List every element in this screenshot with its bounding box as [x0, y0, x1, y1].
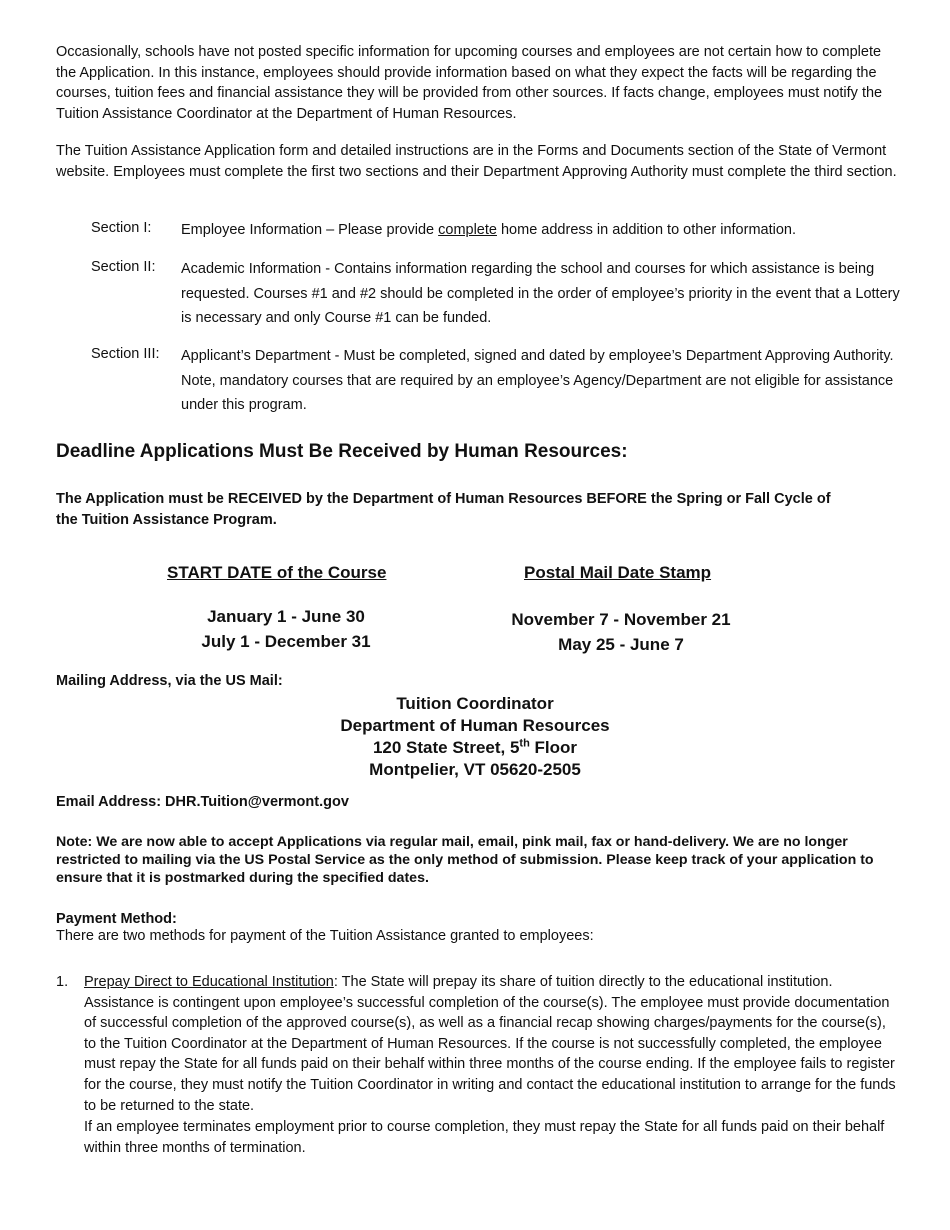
- section-3-label: Section III:: [91, 346, 160, 362]
- item-1-body: [84, 972, 898, 1116]
- postal-date-header: Postal Mail Date Stamp: [524, 563, 712, 582]
- email-address: Email Address: DHR.Tuition@vermont.gov: [56, 794, 349, 810]
- section-1-text: [181, 218, 903, 243]
- deadline-text: The Application must be RECEIVED by the Department of Human Resources BEFORE the Spring or Fall Cycle of the Tuition Assistance Program.: [56, 491, 831, 528]
- section-1-text-after: home address in addition to other information.: [496, 222, 797, 238]
- mailing-address: [256, 693, 694, 781]
- address-line-3-end: Floor: [529, 738, 578, 757]
- section-1-text-before: Employee Information – Please provide: [181, 222, 439, 238]
- address-line-1: Tuition Coordinator: [396, 694, 554, 713]
- intro-paragraph-2: The Tuition Assistance Application form and detailed instructions are in the Forms and Documents section of the State of Vermont website. Employees must complete the first two sections and their Department Approving Authority must complete the third section.: [56, 143, 897, 180]
- submission-note: Note: We are now able to accept Applications via regular mail, email, pink mail, fax or hand-delivery. We are no longer restricted to mailing via the US Postal Service as the only method of submission. Please keep track of your application to ensure that it is postmarked during the specified dates.: [56, 834, 874, 886]
- start-date-row: January 1 - June 30: [207, 607, 365, 626]
- section-2-label: Section II:: [91, 259, 156, 275]
- mailing-address-label: Mailing Address, via the US Mail:: [56, 673, 283, 689]
- section-2-text: Academic Information - Contains information regarding the school and courses for which assistance is being requested. Courses #1 and #2 should be completed in the order of employee’s priority in the event that a Lottery is necessary and only Course #1 can be funded.: [181, 261, 900, 327]
- address-line-2: Department of Human Resources: [340, 716, 610, 735]
- start-dates: [156, 604, 416, 654]
- start-date-header: START DATE of the Course: [167, 563, 387, 582]
- address-line-3-sup: th: [519, 737, 530, 750]
- item-number: 1.: [56, 974, 69, 990]
- intro-paragraph-1: Occasionally, schools have not posted specific information for upcoming courses and employees are not certain how to complete the Application. In this instance, employees should provide information based on what they expect the facts will be regarding the courses, tuition fees and financial assistance they will be provided from other sources. If facts change, employees must notify the Tuition Assistance Coordinator at the Department of Human Resources.: [56, 44, 883, 122]
- section-3-text: Applicant’s Department - Must be completed, signed and dated by employee’s Department Approving Authority. Note, mandatory courses that are required by an employee’s Agency/Department are not eligible for assistance under this program.: [181, 348, 894, 414]
- postal-dates: [456, 607, 786, 657]
- item-1-text: : The State will prepay its share of tuition directly to the educational institution. Assistance is contingent upon employee’s successful completion of the course(s). The employee must provide documentation of successful completion of the approved course(s), as well as a financial recap showing charges/payments for the course(s), to the Tuition Coordinator at the Department of Human Resources. If the course is not successfully completed, the employee must repay the State for all funds paid on their behalf within three months of the course ending. If the employee fails to register for the course, they must notify the Tuition Coordinator in writing and contact the educational institution to arrange for the funds to be returned to the state.: [84, 974, 896, 1114]
- section-1-label: Section I:: [91, 220, 152, 236]
- payment-method-heading: Payment Method:: [56, 911, 177, 927]
- postal-date-row: November 7 - November 21: [511, 610, 731, 629]
- item-1-termination-text: If an employee terminates employment prior to course completion, they must repay the State for all funds paid on their behalf within three months of termination.: [84, 1119, 885, 1156]
- payment-method-intro: There are two methods for payment of the Tuition Assistance granted to employees:: [56, 928, 594, 944]
- address-line-3-main: 120 State Street, 5: [372, 738, 520, 757]
- start-date-row: July 1 - December 31: [201, 632, 371, 651]
- complete-underlined: complete: [438, 222, 497, 238]
- address-line-3: [256, 737, 694, 759]
- address-line-4: Montpelier, VT 05620-2505: [369, 760, 581, 779]
- deadline-heading: Deadline Applications Must Be Received by Human Resources:: [56, 441, 628, 462]
- item-1-title: Prepay Direct to Educational Institution: [84, 974, 334, 990]
- postal-date-row: May 25 - June 7: [558, 635, 684, 654]
